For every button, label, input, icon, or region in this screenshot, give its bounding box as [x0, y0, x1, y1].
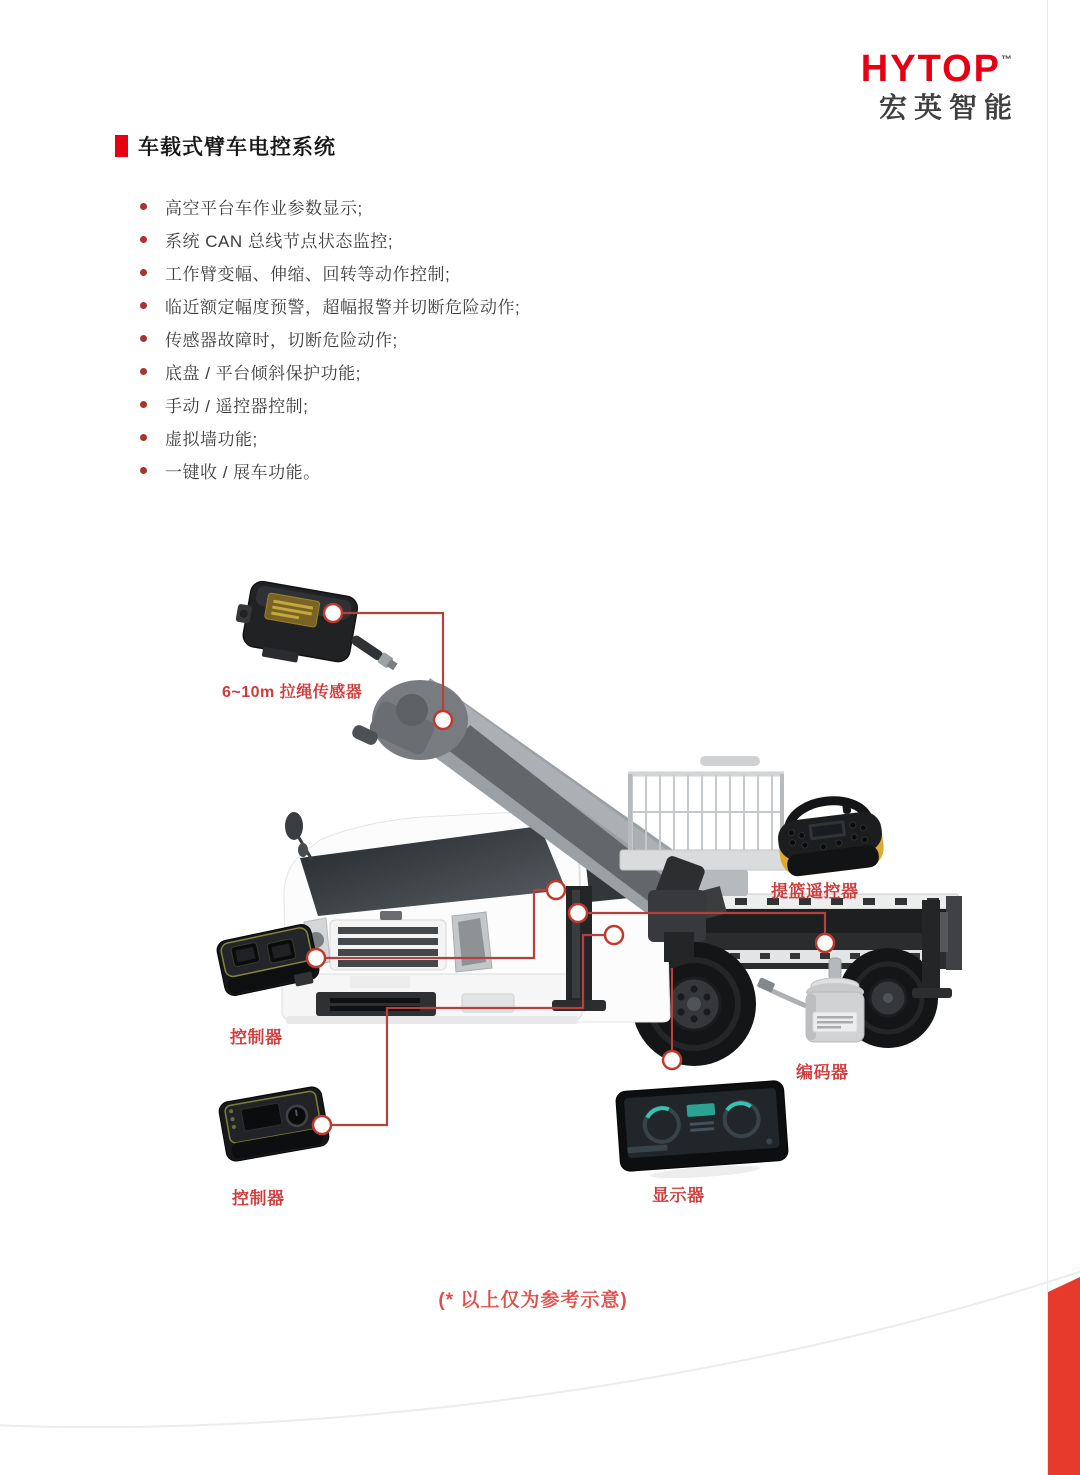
callout-ring	[663, 1051, 681, 1069]
rope-length-sensor	[230, 578, 408, 680]
side-mirror	[285, 812, 303, 840]
page-title: 车载式臂车电控系统	[138, 136, 336, 159]
callout-ring	[313, 1116, 331, 1134]
callout-ring	[547, 881, 565, 899]
system-diagram	[0, 560, 1080, 1240]
label-display: 显示器	[652, 1186, 705, 1205]
feature-item: 临近额定幅度预警，超幅报警并切断危险动作;	[140, 289, 520, 322]
callout-ring	[434, 711, 452, 729]
feature-item: 虚拟墙功能;	[140, 421, 520, 454]
basket-remote-control	[774, 795, 886, 878]
reference-note: (* 以上仅为参考示意)	[438, 1290, 628, 1311]
callout-ring	[307, 949, 325, 967]
label-controller-2: 控制器	[232, 1189, 285, 1208]
bullet-dot-icon	[140, 335, 147, 342]
callout-ring	[324, 604, 342, 622]
bullet-dot-icon	[140, 434, 147, 441]
title-marker	[115, 135, 128, 157]
feature-item: 传感器故障时，切断危险动作;	[140, 322, 520, 355]
corner-red-band	[1048, 1277, 1080, 1475]
brand-chinese-name: 宏英智能	[878, 92, 1019, 123]
feature-item: 手动 / 遥控器控制;	[140, 388, 520, 421]
bullet-dot-icon	[140, 467, 147, 474]
feature-item: 系统 CAN 总线节点状态监控;	[140, 223, 520, 256]
bullet-dot-icon	[140, 269, 147, 276]
brand-logo	[860, 48, 1019, 123]
feature-list	[140, 190, 520, 487]
label-controller-1: 控制器	[230, 1028, 283, 1047]
display-screen	[615, 1080, 789, 1182]
bullet-dot-icon	[140, 203, 147, 210]
feature-item: 一键收 / 展车功能。	[140, 454, 520, 487]
feature-item: 工作臂变幅、伸缩、回转等动作控制;	[140, 256, 520, 289]
label-rope-sensor: 6~10m 拉绳传感器	[222, 684, 363, 701]
section-title-row	[115, 131, 336, 161]
bullet-dot-icon	[140, 401, 147, 408]
diagram-illustration	[0, 560, 1080, 1240]
brand-wordmark: HYTOP	[860, 48, 1001, 90]
bullet-dot-icon	[140, 368, 147, 375]
feature-item: 底盘 / 平台倾斜保护功能;	[140, 355, 520, 388]
callout-ring	[816, 934, 834, 952]
label-basket-remote: 提篮遥控器	[771, 882, 859, 901]
bullet-dot-icon	[140, 236, 147, 243]
feature-item: 高空平台车作业参数显示;	[140, 190, 520, 223]
label-encoder: 编码器	[796, 1063, 849, 1082]
bullet-dot-icon	[140, 302, 147, 309]
decorative-curve	[0, 1255, 1080, 1475]
callout-ring	[605, 926, 623, 944]
trademark-symbol: ™	[1001, 54, 1012, 66]
callout-ring	[569, 904, 587, 922]
